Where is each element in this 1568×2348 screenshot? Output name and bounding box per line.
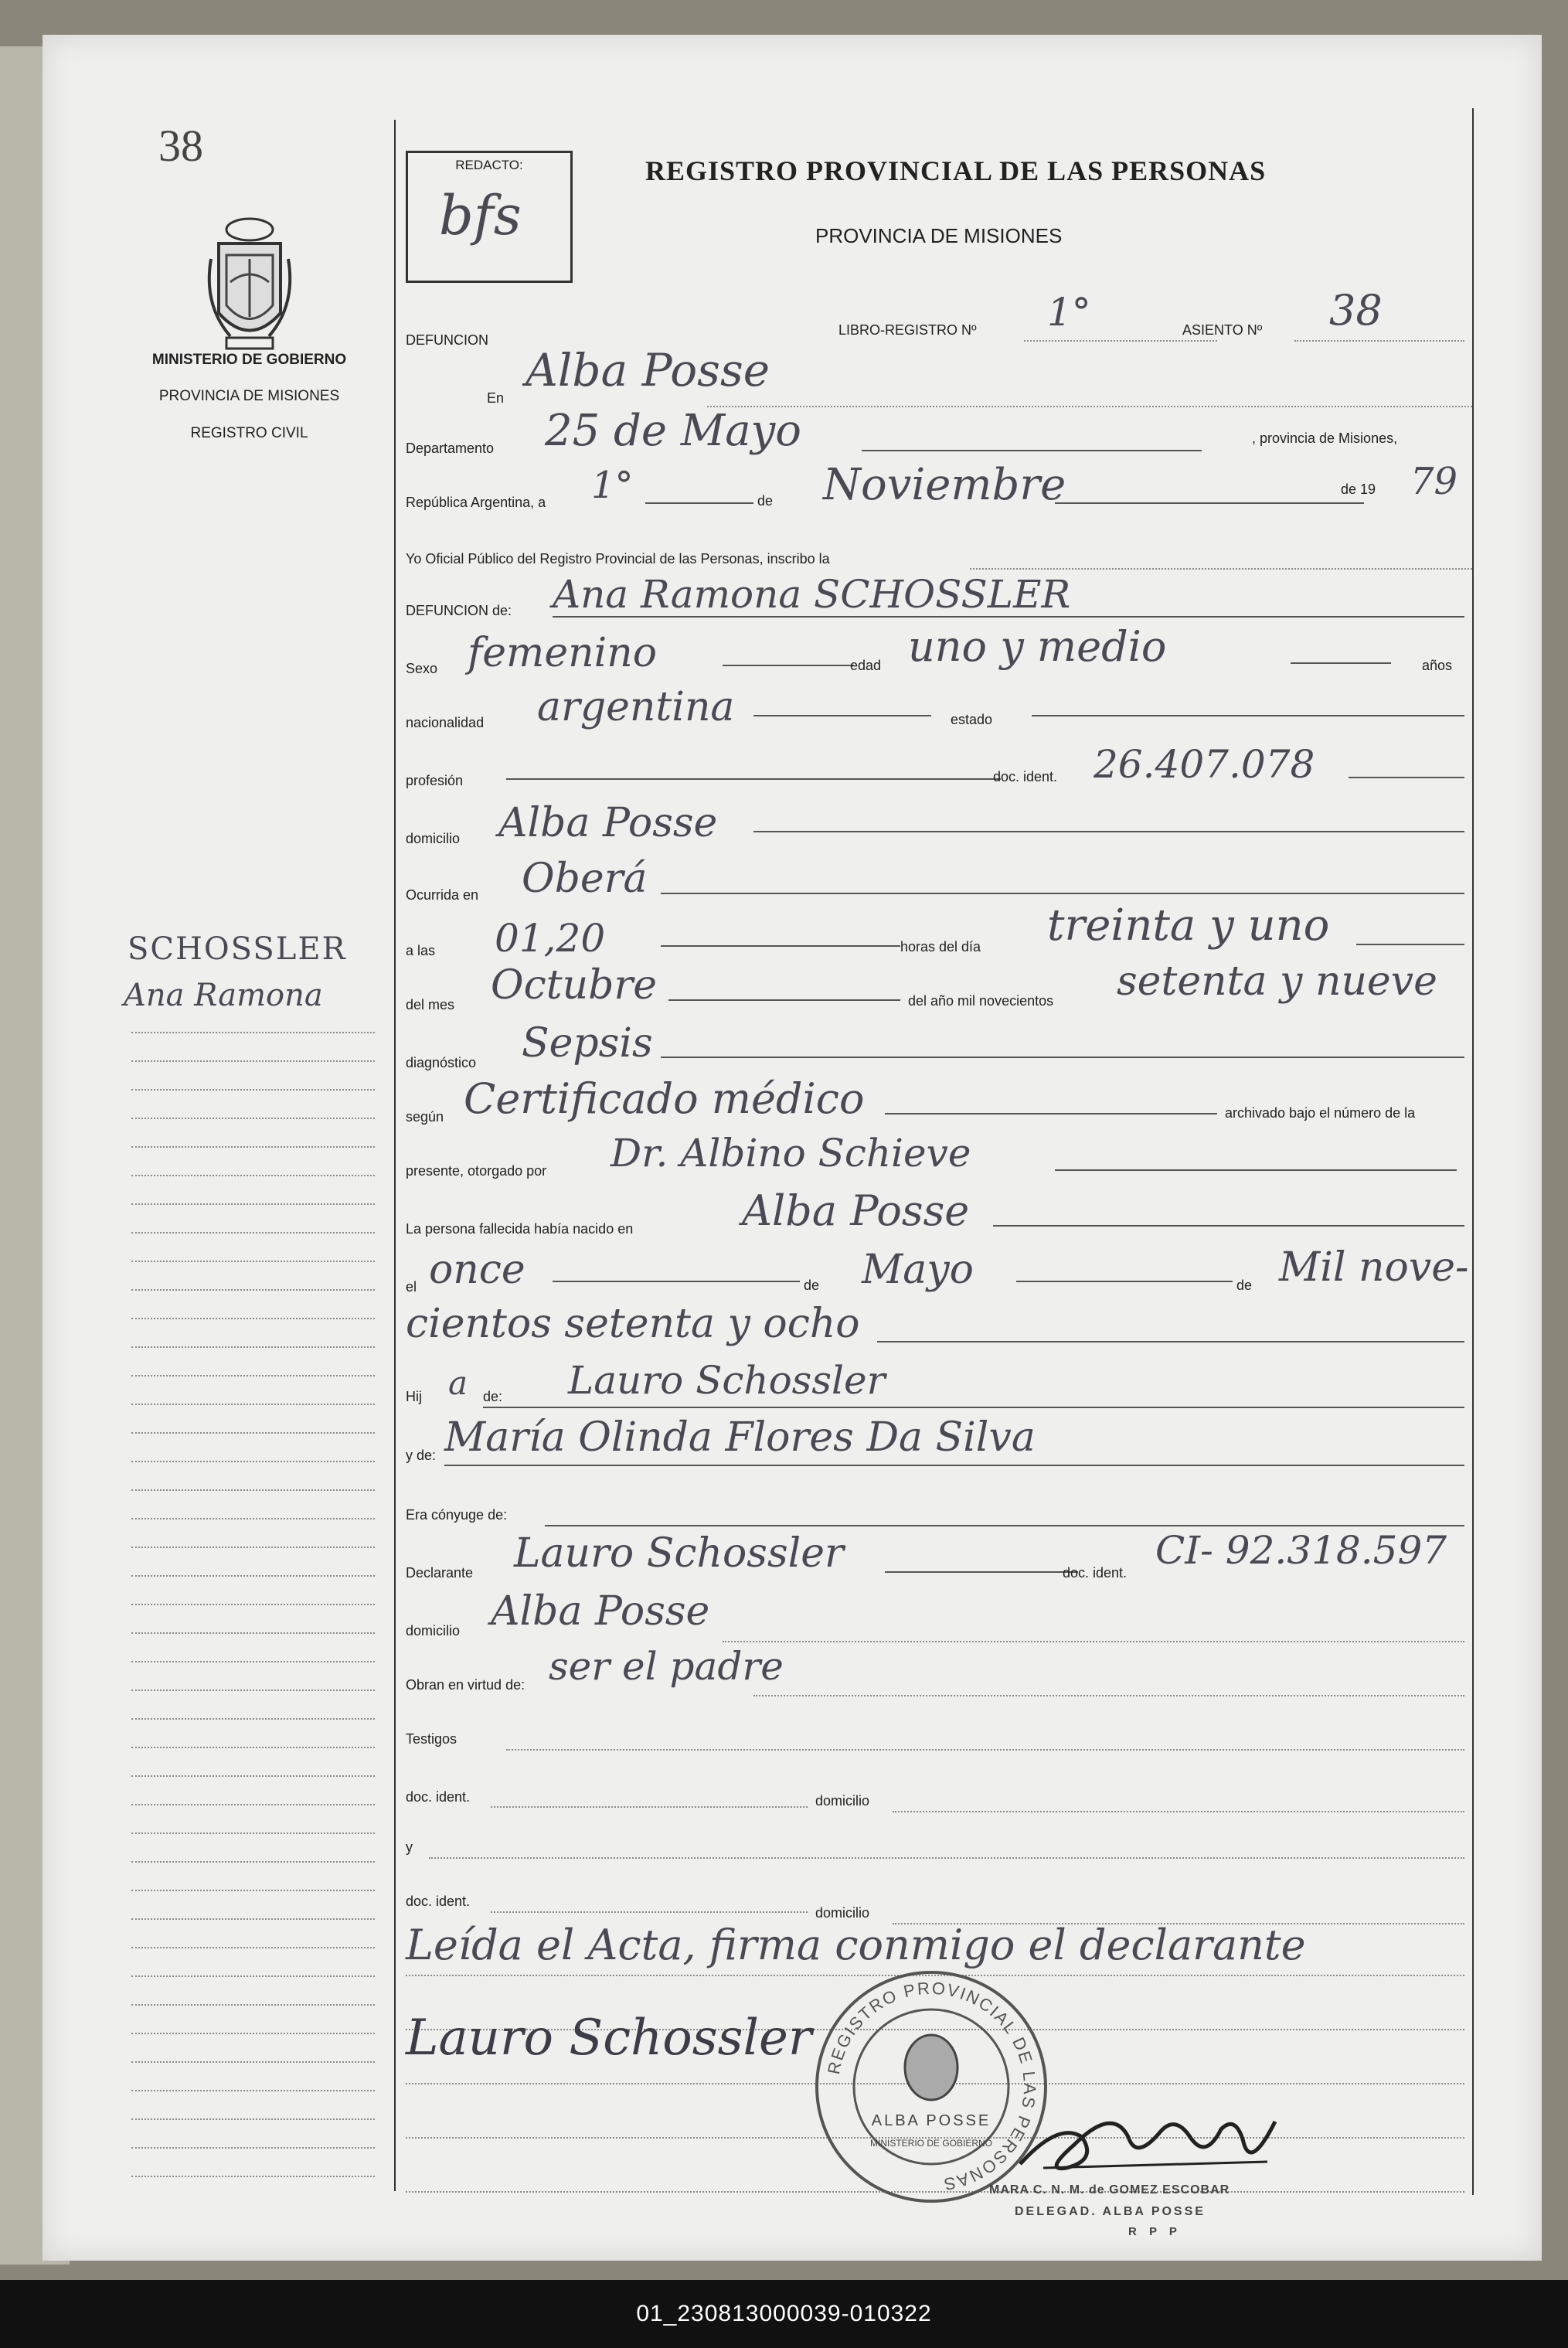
form-underline (1055, 502, 1364, 504)
margin-line (131, 1089, 375, 1091)
doc-ident-label: doc. ident. (993, 769, 1058, 784)
margin-line (131, 1575, 375, 1577)
decl-dom-label: domicilio (406, 1623, 461, 1638)
margin-line (131, 1489, 375, 1491)
estado-label: estado (951, 712, 993, 727)
form-underline (553, 1281, 800, 1282)
presente-label: presente, otorgado por (406, 1163, 547, 1179)
official-name: MARA C. N. M. de GOMEZ ESCOBAR (989, 2183, 1230, 2197)
margin-line (131, 1632, 375, 1634)
ocurrida-value-handwritten: Oberá (522, 856, 648, 902)
form-underline (661, 893, 1464, 894)
form-underline (506, 1749, 1464, 1751)
year-prefix: de 19 (1341, 482, 1376, 497)
doc-ident-value-handwritten: 26.407.078 (1094, 742, 1315, 787)
t1-dom-label: domicilio (815, 1793, 870, 1809)
official-signature (1012, 2091, 1291, 2183)
day-value-handwritten: 1° (591, 464, 634, 507)
margin-line (131, 1975, 375, 1977)
form-underline (661, 1057, 1464, 1058)
margin-line (131, 1718, 375, 1720)
form-underline (885, 1113, 1217, 1114)
margin-line (131, 1289, 375, 1291)
obran-label: Obran en virtud de: (406, 1677, 526, 1693)
edad-label: edad (850, 658, 882, 673)
year-value-handwritten: 79 (1410, 460, 1458, 503)
presente-value-handwritten: Dr. Albino Schieve (611, 1131, 971, 1176)
de-label: de (757, 493, 774, 509)
redacto-initials: bfs (439, 184, 522, 247)
redacto-label: REDACTO: (455, 158, 523, 172)
form-underline (483, 1407, 1464, 1408)
libro-label: LIBRO-REGISTRO Nº (838, 322, 977, 338)
declarante-label: Declarante (406, 1565, 474, 1581)
form-underline (707, 406, 1472, 407)
horas-value-handwritten: treinta y uno (1047, 900, 1330, 951)
form-underline (1032, 715, 1464, 716)
type-label: DEFUNCION (406, 332, 488, 348)
form-underline (429, 1857, 1464, 1859)
defuncion-de-value-handwritten: Ana Ramona SCHOSSLER (553, 572, 1071, 617)
ministry-office: REGISTRO CIVIL (190, 425, 308, 441)
form-underline (491, 1806, 808, 1808)
asiento-label: ASIENTO Nº (1182, 322, 1263, 338)
hij-value-handwritten: Lauro Schossler (568, 1358, 886, 1403)
horas-label: horas del día (900, 939, 981, 955)
form-underline (444, 1465, 1464, 1466)
filename-caption: 01_230813000039-010322 (0, 2280, 1568, 2348)
sexo-value-handwritten: femenino (468, 630, 658, 676)
t1-doc-label: doc. ident. (406, 1789, 471, 1805)
nacionalidad-label: nacionalidad (406, 715, 485, 730)
t2-doc-label: doc. ident. (406, 1894, 471, 1909)
anio-value-handwritten: setenta y nueve (1117, 958, 1437, 1005)
form-underline (753, 831, 1464, 832)
form-underline (1055, 1169, 1457, 1171)
republica-label: República Argentina, a (406, 495, 546, 510)
margin-line (131, 1947, 375, 1948)
alas-value-handwritten: 01,20 (495, 916, 606, 961)
margin-line (131, 1918, 375, 1920)
svg-text:MINISTERIO DE GOBIERNO: MINISTERIO DE GOBIERNO (869, 2138, 993, 2149)
month-value-handwritten: Noviembre (823, 460, 1066, 510)
margin-line (131, 1032, 375, 1033)
en-label: En (487, 390, 505, 406)
yde-value-handwritten: María Olinda Flores Da Silva (444, 1414, 1036, 1461)
anio-label: del año mil novecientos (908, 993, 1054, 1009)
margin-line (131, 2147, 375, 2149)
domicilio-value-handwritten: Alba Posse (498, 800, 718, 846)
margin-line (131, 2033, 375, 2034)
oficial-text: Yo Oficial Público del Registro Provincial de las Personas, inscribo la (406, 551, 830, 567)
form-underline (753, 1695, 1464, 1696)
de2-label: de (1236, 1278, 1253, 1293)
form-underline (877, 1341, 1464, 1342)
segun-label: según (406, 1109, 444, 1125)
margin-line (131, 1261, 375, 1262)
alas-label: a las (406, 943, 436, 958)
decl-doc-label: doc. ident. (1063, 1565, 1128, 1581)
libro-value-handwritten: 1° (1047, 290, 1091, 335)
form-underline (723, 665, 854, 666)
form-underline (1356, 944, 1464, 945)
form-underline (1294, 340, 1464, 342)
hij-de-label: de: (483, 1389, 503, 1404)
de1-value-handwritten: Mayo (862, 1247, 974, 1293)
hij-label: Hij (406, 1389, 422, 1404)
el-value-handwritten: once (429, 1247, 526, 1293)
provincia-suffix: , provincia de Misiones, (1252, 430, 1398, 446)
margin-line (131, 1747, 375, 1748)
sexo-label: Sexo (406, 661, 438, 676)
edad-value-handwritten: uno y medio (908, 622, 1167, 671)
margin-line (131, 2176, 375, 2177)
nacido-label: La persona fallecida había nacido en (406, 1221, 634, 1237)
anos-label: años (1422, 658, 1453, 673)
form-underline (862, 450, 1202, 451)
page-number: 38 (158, 121, 203, 171)
form-underline (1024, 340, 1217, 342)
official-org: R P P (1128, 2225, 1182, 2238)
form-underline (1291, 662, 1391, 664)
registry-subtitle: PROVINCIA DE MISIONES (815, 224, 1063, 247)
delmes-label: del mes (406, 997, 455, 1012)
defuncion-de-label: DEFUNCION de: (406, 603, 512, 618)
margin-line (131, 1890, 375, 1891)
margin-line (131, 1175, 375, 1176)
el-label: el (406, 1279, 417, 1295)
declarante-value-handwritten: Lauro Schossler (514, 1530, 844, 1577)
margin-line (131, 2118, 375, 2120)
nacionalidad-value-handwritten: argentina (537, 684, 735, 730)
svg-text:ALBA POSSE: ALBA POSSE (871, 2112, 991, 2129)
redacto-box (406, 151, 573, 283)
margin-line (131, 1518, 375, 1519)
registry-title: REGISTRO PROVINCIAL DE LAS PERSONAS (645, 155, 1267, 186)
margin-line (131, 2004, 375, 2006)
form-underline (506, 778, 1001, 780)
form-underline (970, 568, 1472, 570)
domicilio-label: domicilio (406, 831, 461, 846)
official-role: DELEGAD. ALBA POSSE (1015, 2205, 1206, 2218)
margin-note-surname: SCHOSSLER (128, 931, 347, 967)
yde-label: y de: (406, 1448, 437, 1463)
margin-line (131, 1404, 375, 1405)
form-underline (661, 945, 900, 947)
ministry-title: MINISTERIO DE GOBIERNO (151, 352, 347, 368)
form-underline (993, 1225, 1464, 1227)
diagnostico-label: diagnóstico (406, 1055, 477, 1070)
delmes-value-handwritten: Octubre (491, 962, 658, 1009)
form-underline (491, 1911, 808, 1913)
form-underline (1016, 1281, 1233, 1282)
decl-dom-value-handwritten: Alba Posse (491, 1588, 710, 1635)
segun-value-handwritten: Certificado médico (464, 1074, 865, 1123)
form-underline (885, 1571, 1078, 1573)
margin-rule (394, 120, 396, 2191)
y-label: y (406, 1839, 413, 1855)
conyuge-label: Era cónyuge de: (406, 1507, 508, 1523)
archivado-label: archivado bajo el número de la (1225, 1105, 1416, 1121)
profesion-label: profesión (406, 773, 464, 788)
margin-line (131, 1432, 375, 1434)
leida-value-handwritten: Leída el Acta, firma conmigo el declarante (406, 1921, 1306, 1969)
coat-of-arms-icon (203, 213, 296, 359)
testigos-label: Testigos (406, 1731, 457, 1747)
ministry-province: PROVINCIA DE MISIONES (158, 388, 340, 404)
margin-note-name: Ana Ramona (124, 978, 323, 1013)
en-value-handwritten: Alba Posse (526, 344, 770, 396)
margin-line (131, 1461, 375, 1462)
margin-line (131, 1203, 375, 1205)
margin-line (131, 1375, 375, 1376)
svg-text:REGISTRO PROVINCIAL DE LAS PER: REGISTRO PROVINCIAL DE LAS PERSONAS (824, 1978, 1040, 2195)
departamento-value-handwritten: 25 de Mayo (545, 406, 801, 456)
form-underline (723, 1641, 1464, 1642)
margin-line (131, 1861, 375, 1863)
form-underline (1349, 777, 1464, 778)
margin-line (131, 1690, 375, 1691)
margin-line (131, 1832, 375, 1834)
form-underline (668, 999, 900, 1001)
margin-line (131, 1118, 375, 1119)
margin-line (131, 1346, 375, 1348)
ocurrida-label: Ocurrida en (406, 887, 479, 903)
form-underline (553, 616, 1464, 618)
declarant-signature: Lauro Schossler (406, 2009, 812, 2067)
margin-line (131, 2090, 375, 2091)
margin-line (131, 1661, 375, 1662)
nacido-value-handwritten: Alba Posse (742, 1186, 970, 1235)
form-underline (545, 1525, 1464, 1526)
asiento-value-handwritten: 38 (1329, 286, 1383, 335)
right-rule (1472, 108, 1474, 2195)
margin-line (131, 1060, 375, 1062)
register-page (43, 35, 1542, 2261)
margin-line (131, 2061, 375, 2063)
decl-doc-value-handwritten: CI- 92.318.597 (1155, 1528, 1447, 1573)
diagnostico-value-handwritten: Sepsis (522, 1020, 653, 1067)
margin-line (131, 1547, 375, 1548)
form-underline (893, 1811, 1464, 1812)
margin-line (131, 1604, 375, 1605)
form-underline (753, 715, 931, 716)
obran-value-handwritten: ser el padre (549, 1644, 784, 1689)
cont-value-handwritten: cientos setenta y ocho (406, 1301, 860, 1347)
t2-dom-label: domicilio (815, 1905, 870, 1921)
margin-line (131, 1232, 375, 1234)
de2-value-handwritten: Mil nove- (1279, 1244, 1469, 1291)
de1-label: de (804, 1278, 820, 1293)
margin-line (131, 1775, 375, 1777)
departamento-label: Departamento (406, 441, 495, 456)
hij-suffix-handwritten: a (448, 1364, 468, 1402)
margin-line (131, 1318, 375, 1319)
margin-line (131, 1146, 375, 1148)
form-underline (645, 502, 753, 504)
margin-line (131, 1804, 375, 1805)
